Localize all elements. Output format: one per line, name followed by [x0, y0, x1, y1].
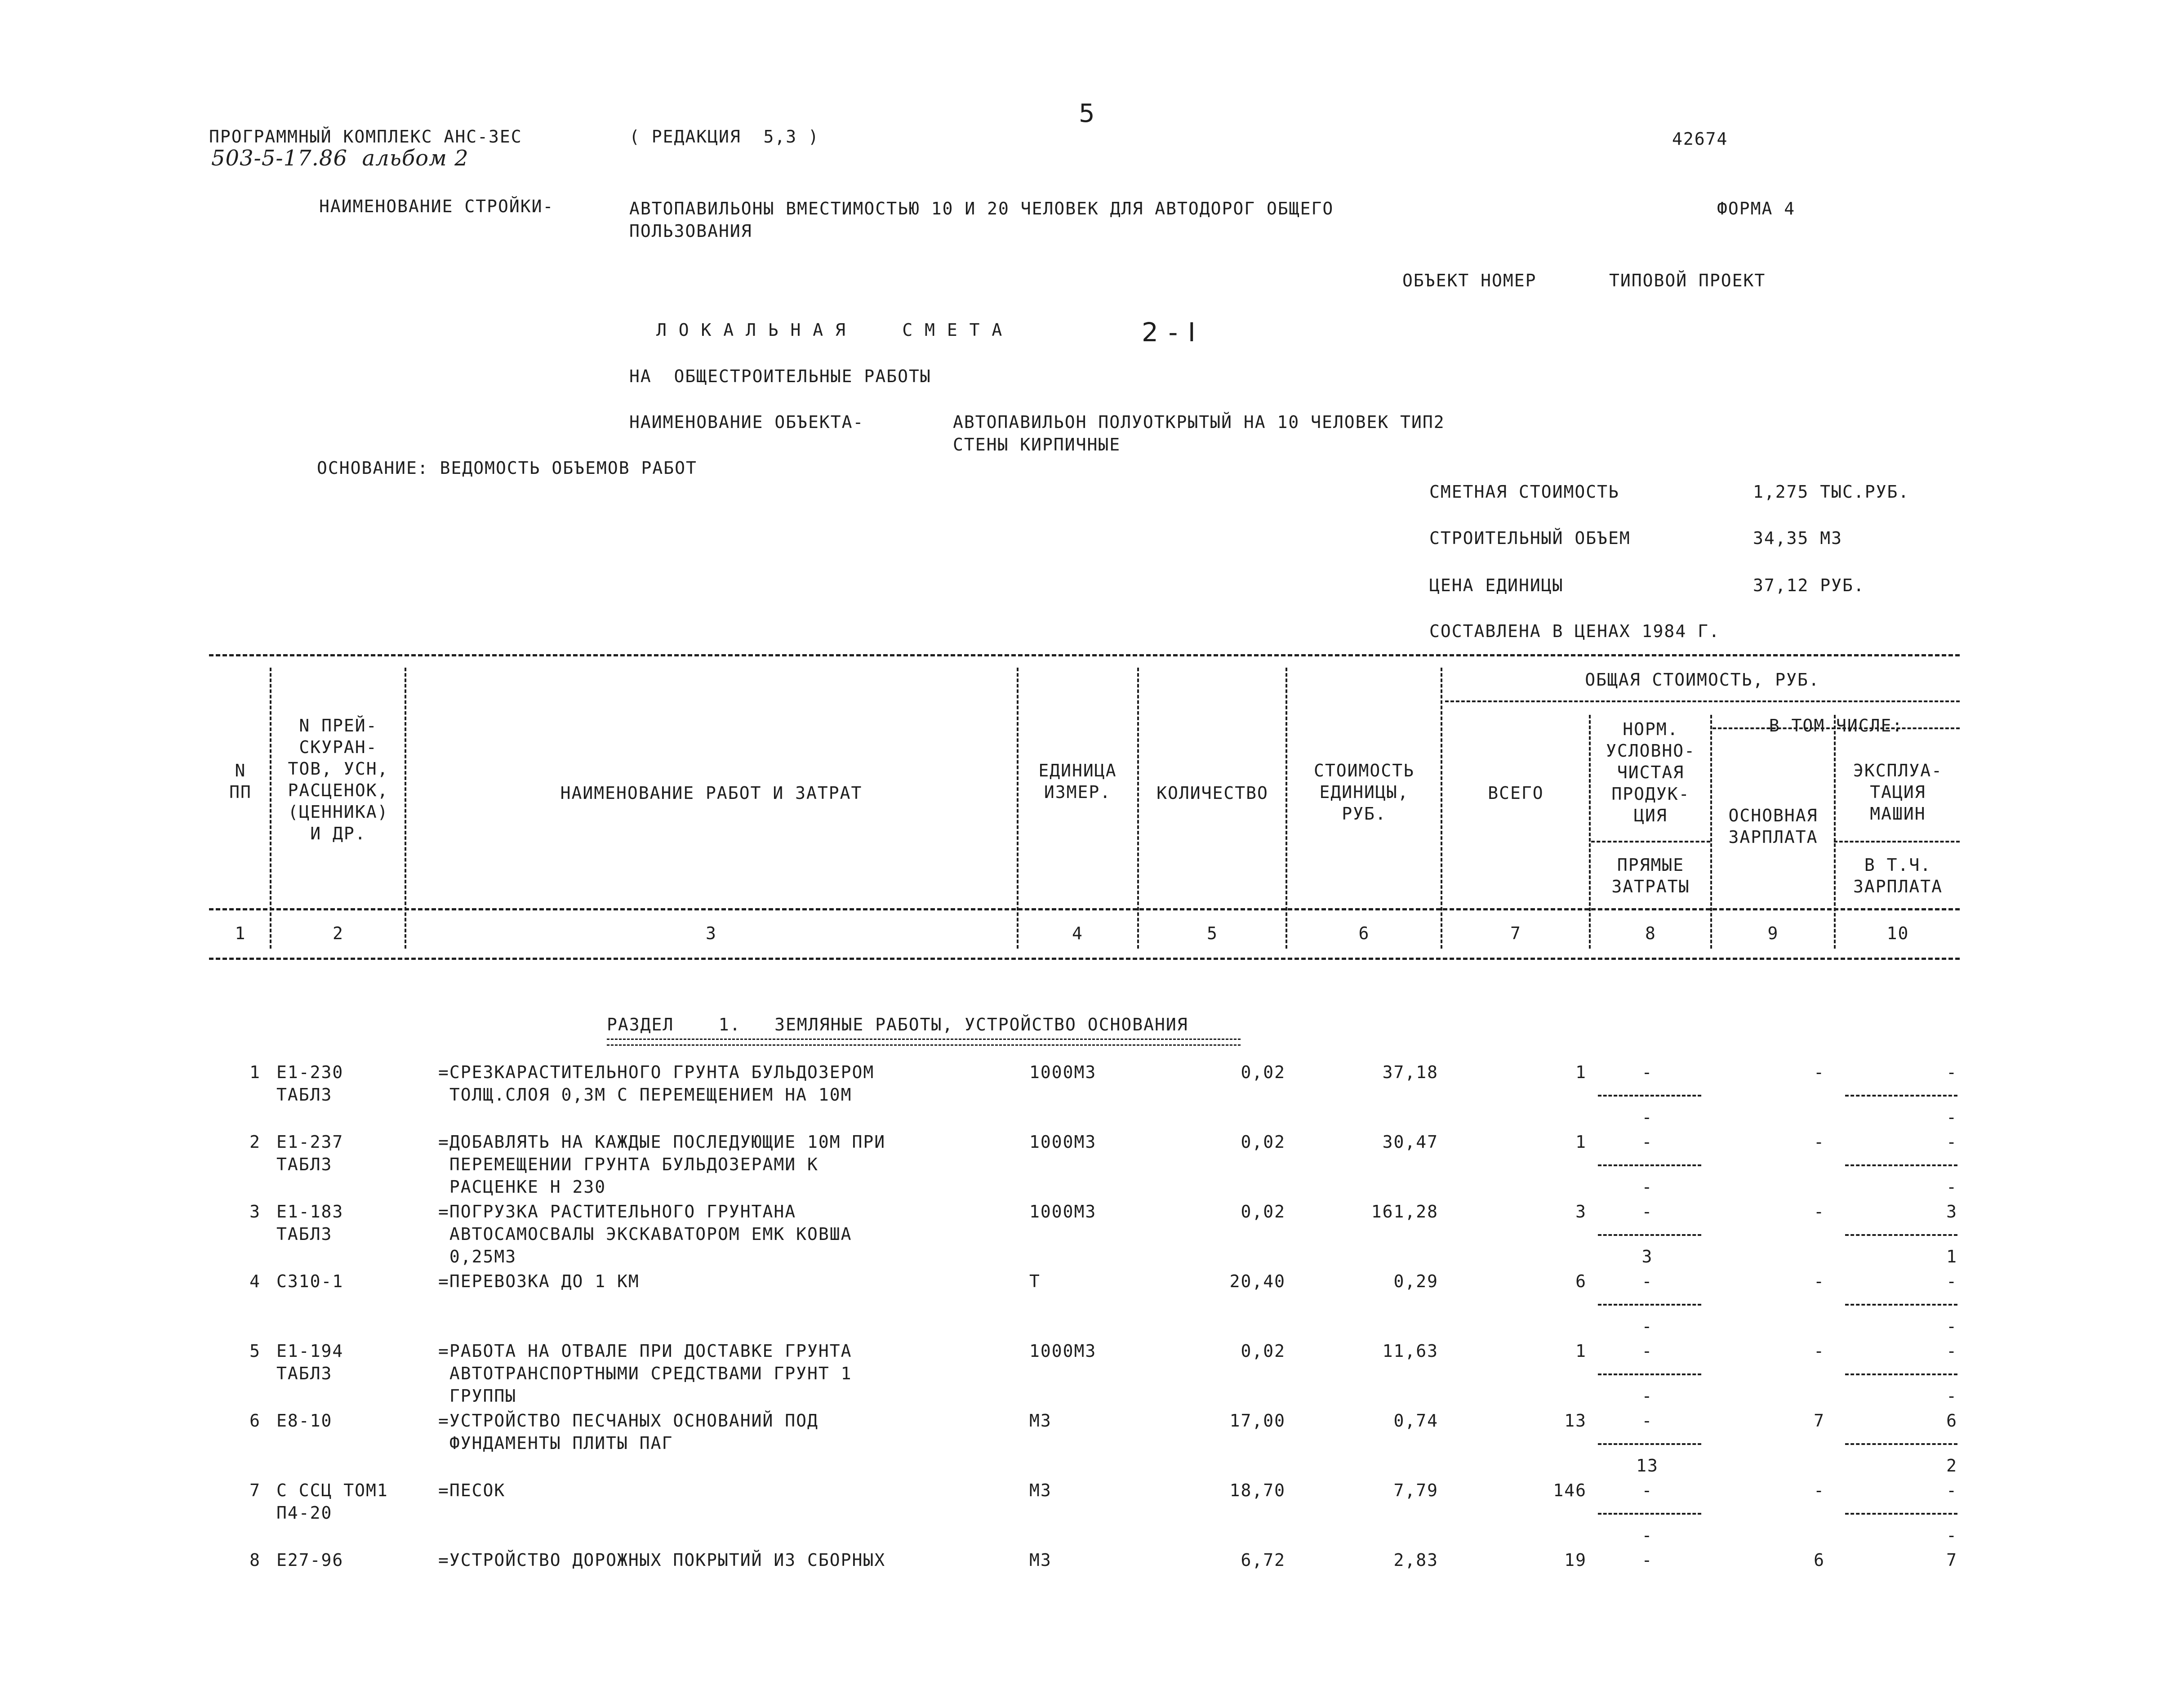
row-total: 3 — [1575, 1202, 1587, 1222]
construction-name-line2: ПОЛЬЗОВАНИЯ — [629, 221, 752, 241]
row-name: =УСТРОЙСТВО ДОРОЖНЫХ ПОКРЫТИЙ ИЗ СБОРНЫХ — [438, 1550, 886, 1570]
header-col-mach: ЭКСПЛУА- ТАЦИЯ МАШИН — [1853, 761, 1943, 824]
row-unit: 1000М3 — [1029, 1341, 1097, 1361]
colnum-8: 8 — [1645, 923, 1656, 943]
summary-value-unit-price: 37,12 РУБ. — [1753, 575, 1865, 595]
col-sep-4 — [1137, 668, 1139, 949]
row-name: =ПЕРЕВОЗКА ДО 1 КМ — [438, 1271, 640, 1291]
row-number: 8 — [249, 1550, 261, 1570]
header-col-norm: НОРМ. УСЛОВНО- ЧИСТАЯ ПРОДУК- ЦИЯ — [1606, 719, 1696, 825]
row-mach: 6 — [1946, 1411, 1957, 1431]
object-number-label: ОБЪЕКТ НОМЕР — [1402, 271, 1537, 290]
row-total: 19 — [1564, 1550, 1587, 1570]
row-quantity: 0,02 — [1241, 1062, 1285, 1082]
row-number: 7 — [249, 1480, 261, 1500]
row-unit-price: 2,83 — [1393, 1550, 1438, 1570]
row-norm-lower: - — [1641, 1316, 1653, 1336]
header-group-total: ОБЩАЯ СТОИМОСТЬ, РУБ. — [1585, 670, 1820, 690]
header-group-incl: В ТОМ ЧИСЛЕ: — [1769, 716, 1904, 736]
row-unit-price: 7,79 — [1393, 1480, 1438, 1500]
row-total: 1 — [1575, 1341, 1587, 1361]
col-sep-7 — [1589, 715, 1591, 949]
row-mach-lower: 2 — [1946, 1456, 1957, 1476]
summary-label-cost: СМЕТНАЯ СТОИМОСТЬ — [1429, 482, 1619, 502]
row-quantity: 20,40 — [1229, 1271, 1285, 1291]
row-code: Е1-230 ТАБЛ3 — [276, 1062, 344, 1105]
colnum-2: 2 — [333, 923, 344, 943]
row-total: 6 — [1575, 1271, 1587, 1291]
row-norm-divider — [1598, 1234, 1701, 1236]
row-norm-lower: 13 — [1636, 1456, 1659, 1476]
row-norm-divider — [1598, 1164, 1701, 1166]
colnum-6: 6 — [1358, 923, 1370, 943]
row-unit: М3 — [1029, 1550, 1052, 1570]
colnum-1: 1 — [235, 923, 246, 943]
row-name: =РАБОТА НА ОТВАЛЕ ПРИ ДОСТАВКЕ ГРУНТА АВТОТРАНСПОРТНЫМИ СРЕДСТВАМИ ГРУНТ 1 ГРУППЫ — [438, 1341, 852, 1406]
row-quantity: 0,02 — [1241, 1341, 1285, 1361]
row-unit-price: 11,63 — [1382, 1341, 1438, 1361]
row-code: С ССЦ ТОМ1 П4-20 — [276, 1480, 388, 1523]
col-sep-9 — [1834, 715, 1836, 949]
row-quantity: 18,70 — [1229, 1480, 1285, 1500]
row-code: Е1-237 ТАБЛ3 — [276, 1132, 344, 1174]
estimate-number: 2 - I — [1142, 317, 1197, 348]
row-code: Е27-96 — [276, 1550, 344, 1570]
row-norm: - — [1641, 1132, 1653, 1152]
row-mach-lower: - — [1946, 1525, 1957, 1545]
row-mach-lower: - — [1946, 1316, 1957, 1336]
row-unit: Т — [1029, 1271, 1041, 1291]
colnum-10: 10 — [1886, 923, 1909, 943]
prices-year: СОСТАВЛЕНА В ЦЕНАХ 1984 Г. — [1429, 621, 1720, 641]
number-row-bottom-line — [209, 958, 1960, 960]
row-mach-lower: - — [1946, 1107, 1957, 1127]
header-col-all: ВСЕГО — [1488, 783, 1544, 803]
estimate-basis: ОСНОВАНИЕ: ВЕДОМОСТЬ ОБЪЕМОВ РАБОТ — [317, 458, 697, 478]
row-mach-lower: - — [1946, 1177, 1957, 1197]
row-code: Е8-10 — [276, 1411, 333, 1431]
estimate-title: Л О К А Л Ь Н А Я С М Е Т А — [656, 320, 1003, 340]
row-name: =УСТРОЙСТВО ПЕСЧАНЫХ ОСНОВАНИЙ ПОД ФУНДАМЕНТЫ ПЛИТЫ ПАГ — [438, 1411, 818, 1453]
row-mach-divider — [1845, 1513, 1957, 1515]
row-unit-price: 161,28 — [1371, 1202, 1438, 1222]
summary-value-volume: 34,35 М3 — [1753, 528, 1843, 548]
row-number: 5 — [249, 1341, 261, 1361]
colnum-3: 3 — [706, 923, 717, 943]
row-norm-divider — [1598, 1095, 1701, 1097]
row-wage: 6 — [1814, 1550, 1825, 1570]
row-norm-lower: - — [1641, 1107, 1653, 1127]
row-unit: 1000М3 — [1029, 1062, 1097, 1082]
row-mach: - — [1946, 1480, 1957, 1500]
form-number: ФОРМА 4 — [1717, 199, 1796, 218]
row-code: Е1-183 ТАБЛ3 — [276, 1202, 344, 1244]
row-mach: - — [1946, 1341, 1957, 1361]
row-unit: М3 — [1029, 1411, 1052, 1431]
row-mach: 7 — [1946, 1550, 1957, 1570]
row-unit-price: 0,29 — [1393, 1271, 1438, 1291]
row-name: =ДОБАВЛЯТЬ НА КАЖДЫЕ ПОСЛЕДУЮЩИЕ 10М ПРИ ПЕРЕМЕЩЕНИИ ГРУНТА БУЛЬДОЗЕРАМИ К РАСЦЕНКЕ Н 230 — [438, 1132, 886, 1197]
total-group-divider — [1445, 700, 1960, 702]
row-unit-price: 0,74 — [1393, 1411, 1438, 1431]
col-sep-8 — [1710, 715, 1712, 949]
row-number: 3 — [249, 1202, 261, 1222]
header-col-wage: ОСНОВНАЯ ЗАРПЛАТА — [1728, 806, 1818, 847]
row-total: 1 — [1575, 1132, 1587, 1152]
row-unit: 1000М3 — [1029, 1202, 1097, 1222]
row-unit: М3 — [1029, 1480, 1052, 1500]
row-norm-lower: - — [1641, 1386, 1653, 1406]
row-mach-divider — [1845, 1164, 1957, 1166]
header-col-mach-wage: В Т.Ч. ЗАРПЛАТА — [1853, 855, 1943, 896]
header-col-num: N ПП — [229, 761, 252, 802]
summary-label-unit-price: ЦЕНА ЕДИНИЦЫ — [1429, 575, 1564, 595]
row-norm-divider — [1598, 1513, 1701, 1515]
row-number: 2 — [249, 1132, 261, 1152]
construction-name-line1: АВТОПАВИЛЬОНЫ ВМЕСТИМОСТЬЮ 10 И 20 ЧЕЛОВЕК ДЛЯ АВТОДОРОГ ОБЩЕГО — [629, 199, 1334, 218]
row-code: Е1-194 ТАБЛ3 — [276, 1341, 344, 1383]
handwritten-album-note: 503-5-17.86 альбом 2 — [211, 146, 469, 171]
row-norm: - — [1641, 1062, 1653, 1082]
row-mach: 3 — [1946, 1202, 1957, 1222]
row-unit-price: 30,47 — [1382, 1132, 1438, 1152]
page-number: 5 — [1079, 99, 1096, 128]
header-bottom-line — [209, 908, 1960, 910]
row-norm-divider — [1598, 1373, 1701, 1375]
row-number: 6 — [249, 1411, 261, 1431]
colnum-9: 9 — [1767, 923, 1779, 943]
object-label: НАИМЕНОВАНИЕ ОБЪЕКТА- — [629, 412, 864, 432]
row-wage: - — [1814, 1132, 1825, 1152]
col-sep-3 — [1017, 668, 1019, 949]
header-col-name: НАИМЕНОВАНИЕ РАБОТ И ЗАТРАТ — [560, 783, 863, 803]
col-sep-5 — [1285, 668, 1287, 949]
row-quantity: 0,02 — [1241, 1202, 1285, 1222]
colnum-4: 4 — [1072, 923, 1083, 943]
object-name-line1: АВТОПАВИЛЬОН ПОЛУОТКРЫТЫЙ НА 10 ЧЕЛОВЕК ТИП2 — [953, 412, 1445, 432]
row-wage: 7 — [1814, 1411, 1825, 1431]
row-name: =СРЕЗКАРАСТИТЕЛЬНОГО ГРУНТА БУЛЬДОЗЕРОМ ТОЛЩ.СЛОЯ 0,3М С ПЕРЕМЕЩЕНИЕМ НА 10М — [438, 1062, 875, 1105]
row-total: 146 — [1553, 1480, 1587, 1500]
row-norm-divider — [1598, 1304, 1701, 1306]
row-norm: - — [1641, 1341, 1653, 1361]
row-norm-lower: 3 — [1641, 1247, 1653, 1266]
row-unit-price: 37,18 — [1382, 1062, 1438, 1082]
program-edition: ( РЕДАКЦИЯ 5,3 ) — [629, 127, 819, 147]
header-col-qty: КОЛИЧЕСТВО — [1156, 783, 1268, 803]
row-mach-lower: 1 — [1946, 1247, 1957, 1266]
row-wage: - — [1814, 1202, 1825, 1222]
row-norm: - — [1641, 1202, 1653, 1222]
object-name-line2: СТЕНЫ КИРПИЧНЫЕ — [953, 435, 1121, 455]
row-norm: - — [1641, 1550, 1653, 1570]
row-quantity: 17,00 — [1229, 1411, 1285, 1431]
header-col-code: N ПРЕЙ- СКУРАН- ТОВ, УСН, РАСЦЕНОК, (ЦЕННИКА) И ДР. — [288, 716, 389, 843]
header-col-price: СТОИМОСТЬ ЕДИНИЦЫ, РУБ. — [1314, 761, 1414, 824]
row-total: 1 — [1575, 1062, 1587, 1082]
norm-divider — [1591, 841, 1710, 843]
col-sep-2 — [405, 668, 406, 949]
row-quantity: 6,72 — [1241, 1550, 1285, 1570]
colnum-5: 5 — [1207, 923, 1218, 943]
object-project-type: ТИПОВОЙ ПРОЕКТ — [1609, 271, 1766, 290]
row-mach-lower: - — [1946, 1386, 1957, 1406]
summary-value-cost: 1,275 ТЫС.РУБ. — [1753, 482, 1910, 502]
row-mach: - — [1946, 1132, 1957, 1152]
row-mach-divider — [1845, 1234, 1957, 1236]
row-mach: - — [1946, 1062, 1957, 1082]
row-quantity: 0,02 — [1241, 1132, 1285, 1152]
row-number: 4 — [249, 1271, 261, 1291]
document-code: 42674 — [1672, 129, 1728, 149]
program-name: ПРОГРАММНЫЙ КОМПЛЕКС АНС-3ЕС — [209, 127, 522, 147]
header-col-direct: ПРЯМЫЕ ЗАТРАТЫ — [1611, 855, 1690, 896]
row-wage: - — [1814, 1062, 1825, 1082]
table-top-line — [209, 654, 1960, 656]
row-name: =ПЕСОК — [438, 1480, 506, 1500]
row-code: С310-1 — [276, 1271, 344, 1291]
row-wage: - — [1814, 1271, 1825, 1291]
row-name: =ПОГРУЗКА РАСТИТЕЛЬНОГО ГРУНТАНА АВТОСАМОСВАЛЫ ЭКСКАВАТОРОМ ЕМК КОВША 0,25М3 — [438, 1202, 852, 1266]
row-unit: 1000М3 — [1029, 1132, 1097, 1152]
row-mach: - — [1946, 1271, 1957, 1291]
header-col-unit: ЕДИНИЦА ИЗМЕР. — [1038, 761, 1117, 802]
row-norm-lower: - — [1641, 1177, 1653, 1197]
row-norm-divider — [1598, 1443, 1701, 1445]
row-mach-divider — [1845, 1304, 1957, 1306]
col-sep-1 — [270, 668, 271, 949]
row-wage: - — [1814, 1341, 1825, 1361]
row-norm: - — [1641, 1271, 1653, 1291]
row-total: 13 — [1564, 1411, 1587, 1431]
row-mach-divider — [1845, 1443, 1957, 1445]
row-norm: - — [1641, 1480, 1653, 1500]
estimate-subtitle: НА ОБЩЕСТРОИТЕЛЬНЫЕ РАБОТЫ — [629, 366, 931, 386]
row-norm: - — [1641, 1411, 1653, 1431]
section-heading-underline — [607, 1039, 1241, 1046]
mach-divider — [1834, 841, 1960, 843]
section-heading: РАЗДЕЛ 1. ЗЕМЛЯНЫЕ РАБОТЫ, УСТРОЙСТВО ОСНОВАНИЯ — [607, 1015, 1188, 1034]
colnum-7: 7 — [1510, 923, 1521, 943]
row-mach-divider — [1845, 1095, 1957, 1097]
row-wage: - — [1814, 1480, 1825, 1500]
row-number: 1 — [249, 1062, 261, 1082]
construction-label: НАИМЕНОВАНИЕ СТРОЙКИ- — [319, 196, 554, 216]
summary-label-volume: СТРОИТЕЛЬНЫЙ ОБЪЕМ — [1429, 528, 1631, 548]
row-norm-lower: - — [1641, 1525, 1653, 1545]
row-mach-divider — [1845, 1373, 1957, 1375]
col-sep-6 — [1441, 668, 1442, 949]
